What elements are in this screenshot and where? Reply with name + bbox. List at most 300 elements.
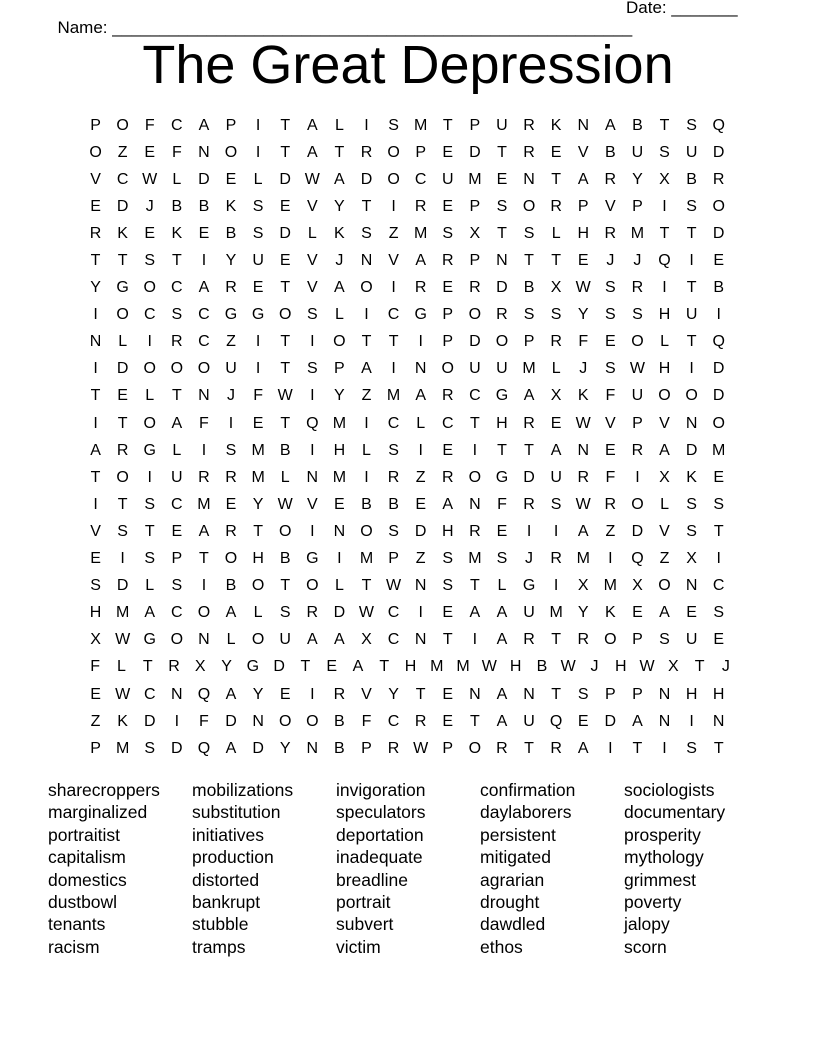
- grid-letter: M: [712, 441, 726, 459]
- grid-row: [82, 166, 739, 193]
- grid-letter: Y: [252, 495, 264, 513]
- grid-letter: T: [90, 468, 101, 486]
- grid-letter: L: [118, 333, 128, 351]
- grid-letter: M: [251, 468, 265, 486]
- grid-letter: V: [306, 279, 318, 297]
- grid-letter: N: [523, 170, 535, 188]
- grid-letter: I: [608, 550, 613, 568]
- grid-letter: T: [388, 333, 399, 351]
- grid-letter: T: [117, 252, 128, 270]
- grid-letter: I: [228, 414, 234, 432]
- grid-letter: M: [468, 550, 482, 568]
- grid-letter: C: [198, 333, 210, 351]
- grid-letter: L: [307, 224, 317, 242]
- grid-row: [82, 139, 739, 166]
- grid-letter: L: [416, 414, 426, 432]
- grid-row: [82, 220, 739, 247]
- grid-letter: G: [224, 306, 238, 324]
- grid-letter: N: [360, 252, 373, 270]
- grid-letter: E: [496, 170, 508, 188]
- grid-letter: F: [144, 116, 155, 134]
- grid-letter: R: [306, 604, 319, 622]
- grid-letter: O: [170, 631, 184, 649]
- grid-letter: K: [334, 224, 345, 242]
- grid-letter: D: [360, 170, 373, 188]
- grid-letter: O: [712, 197, 725, 215]
- grid-letter: H: [252, 550, 264, 568]
- grid-letter: S: [550, 495, 562, 513]
- grid-letter: D: [279, 170, 291, 188]
- grid-letter: Z: [117, 143, 128, 161]
- grid-letter: D: [116, 197, 129, 215]
- grid-letter: R: [441, 387, 454, 405]
- grid-letter: S: [604, 279, 616, 297]
- grid-letter: R: [441, 468, 454, 486]
- grid-letter: L: [226, 631, 236, 649]
- grid-letter: X: [361, 631, 372, 649]
- grid-letter: C: [143, 306, 156, 324]
- grid-letter: E: [442, 712, 454, 730]
- word-item: subvert: [336, 914, 394, 935]
- word-item: dustbowl: [48, 892, 118, 913]
- grid-letter: I: [147, 333, 152, 351]
- grid-letter: M: [603, 577, 617, 595]
- grid-letter: Z: [605, 522, 616, 540]
- grid-letter: P: [469, 116, 481, 134]
- grid-letter: D: [712, 224, 725, 242]
- grid-letter: S: [306, 306, 318, 324]
- grid-letter: T: [280, 116, 291, 134]
- grid-letter: C: [143, 685, 156, 703]
- grid-letter: X: [550, 387, 562, 405]
- word-item: tenants: [48, 914, 106, 935]
- grid-letter: I: [255, 143, 261, 161]
- grid-letter: T: [551, 685, 562, 703]
- grid-letter: I: [310, 441, 315, 459]
- grid-letter: L: [172, 441, 182, 459]
- word-item: portraitist: [48, 824, 120, 845]
- grid-letter: R: [550, 197, 562, 215]
- grid-letter: Z: [90, 712, 101, 730]
- grid-letter: T: [90, 387, 101, 405]
- grid-letter: P: [632, 197, 643, 215]
- grid-letter: I: [255, 360, 261, 378]
- grid-letter: T: [334, 143, 345, 161]
- grid-letter: H: [89, 604, 102, 622]
- grid-letter: R: [414, 197, 427, 215]
- grid-letter: A: [550, 441, 562, 459]
- grid-letter: D: [171, 739, 183, 757]
- grid-letter: E: [604, 441, 616, 459]
- grid-letter: Q: [197, 739, 211, 757]
- grid-letter: A: [496, 631, 508, 649]
- grid-letter: P: [523, 333, 535, 351]
- grid-letter: R: [523, 143, 535, 161]
- grid-row: [82, 654, 739, 681]
- word-item: bankrupt: [192, 892, 261, 913]
- grid-letter: A: [352, 658, 364, 676]
- grid-letter: R: [604, 170, 617, 188]
- grid-letter: E: [225, 495, 237, 513]
- grid-letter: J: [633, 252, 642, 270]
- grid-letter: R: [225, 522, 237, 540]
- grid-letter: C: [171, 116, 183, 134]
- grid-letter: S: [523, 306, 535, 324]
- grid-letter: L: [334, 577, 344, 595]
- word-item: domestics: [48, 869, 127, 890]
- word-item: scorn: [624, 936, 667, 957]
- grid-letter: L: [145, 577, 155, 595]
- grid-letter: S: [388, 441, 399, 459]
- grid-letter: I: [93, 360, 98, 378]
- grid-letter: E: [117, 387, 128, 405]
- grid-letter: B: [536, 658, 548, 676]
- grid-letter: A: [171, 414, 183, 432]
- grid-letter: K: [117, 712, 128, 730]
- grid-letter: H: [333, 441, 346, 459]
- grid-letter: N: [685, 577, 698, 595]
- grid-letter: F: [361, 712, 372, 730]
- grid-letter: P: [632, 414, 643, 432]
- grid-letter: M: [630, 224, 645, 242]
- grid-letter: I: [526, 522, 532, 540]
- grid-letter: W: [358, 604, 375, 622]
- grid-letter: N: [658, 685, 671, 703]
- grid-letter: W: [277, 387, 293, 405]
- grid-letter: N: [252, 712, 264, 730]
- grid-letter: H: [658, 360, 671, 378]
- grid-letter: M: [332, 414, 347, 432]
- grid-letter: T: [361, 333, 372, 351]
- grid-letter: U: [631, 387, 644, 405]
- grid-letter: O: [116, 306, 129, 324]
- grid-letter: I: [255, 116, 261, 134]
- grid-letter: L: [660, 333, 669, 351]
- grid-letter: O: [685, 387, 698, 405]
- grid-letter: I: [93, 414, 98, 432]
- grid-letter: E: [144, 143, 156, 161]
- grid-letter: M: [115, 604, 130, 622]
- grid-letter: A: [415, 387, 426, 405]
- grid-letter: V: [90, 170, 101, 188]
- grid-letter: F: [578, 333, 589, 351]
- grid-letter: O: [143, 414, 156, 432]
- grid-letter: T: [280, 333, 291, 351]
- grid-letter: A: [361, 360, 372, 378]
- grid-letter: J: [335, 252, 344, 270]
- grid-letter: D: [712, 387, 725, 405]
- grid-letter: N: [685, 414, 698, 432]
- word-item: jalopy: [624, 914, 670, 935]
- grid-letter: I: [391, 197, 396, 215]
- grid-letter: S: [523, 224, 535, 242]
- grid-letter: C: [171, 495, 183, 513]
- grid-letter: R: [441, 252, 454, 270]
- grid-letter: D: [143, 712, 156, 730]
- grid-row: [82, 546, 739, 573]
- grid-row: [82, 275, 739, 302]
- grid-letter: I: [310, 333, 315, 351]
- grid-letter: F: [90, 658, 101, 676]
- grid-letter: E: [713, 252, 725, 270]
- word-item: daylaborers: [480, 802, 572, 823]
- word-item: sharecroppers: [48, 780, 160, 800]
- grid-letter: I: [689, 360, 694, 378]
- grid-letter: S: [442, 550, 454, 568]
- grid-letter: U: [523, 604, 535, 622]
- grid-letter: V: [659, 414, 670, 432]
- grid-letter: I: [418, 604, 423, 622]
- word-item: sociologists: [624, 780, 715, 800]
- grid-letter: J: [721, 658, 730, 676]
- grid-letter: Y: [334, 387, 345, 405]
- grid-letter: L: [497, 577, 507, 595]
- grid-letter: S: [442, 224, 454, 242]
- grid-letter: S: [577, 685, 589, 703]
- grid-letter: S: [686, 739, 697, 757]
- word-item: confirmation: [480, 780, 576, 800]
- grid-letter: E: [686, 604, 697, 622]
- grid-letter: T: [280, 279, 291, 297]
- grid-letter: B: [198, 197, 210, 215]
- grid-letter: S: [279, 604, 291, 622]
- grid-letter: T: [379, 658, 390, 676]
- grid-letter: E: [442, 604, 454, 622]
- grid-letter: A: [659, 441, 670, 459]
- grid-letter: R: [225, 468, 237, 486]
- grid-letter: J: [525, 550, 534, 568]
- word-item: distorted: [192, 869, 260, 890]
- grid-letter: O: [604, 631, 617, 649]
- grid-letter: G: [116, 279, 129, 297]
- grid-letter: Q: [712, 116, 725, 134]
- grid-letter: S: [171, 306, 183, 324]
- grid-letter: R: [414, 712, 427, 730]
- grid-letter: M: [414, 224, 428, 242]
- grid-letter: S: [496, 550, 508, 568]
- grid-letter: I: [337, 550, 342, 568]
- word-item: mobilizations: [192, 780, 294, 800]
- grid-letter: A: [632, 712, 643, 730]
- word-column: [48, 779, 192, 958]
- grid-letter: O: [522, 197, 536, 215]
- grid-letter: R: [550, 739, 562, 757]
- grid-letter: R: [360, 143, 373, 161]
- grid-letter: I: [418, 333, 423, 351]
- grid-letter: Z: [361, 387, 372, 405]
- grid-letter: I: [418, 441, 423, 459]
- grid-letter: P: [388, 550, 399, 568]
- grid-letter: R: [496, 306, 508, 324]
- word-item: speculators: [336, 802, 426, 823]
- grid-letter: I: [472, 631, 478, 649]
- grid-letter: V: [306, 495, 318, 513]
- grid-letter: I: [201, 441, 207, 459]
- grid-letter: Y: [90, 279, 101, 297]
- grid-letter: S: [361, 224, 372, 242]
- grid-row: [82, 437, 739, 464]
- grid-letter: I: [553, 522, 559, 540]
- grid-letter: P: [442, 739, 454, 757]
- grid-letter: A: [577, 739, 589, 757]
- grid-letter: S: [686, 522, 697, 540]
- grid-letter: V: [577, 143, 589, 161]
- grid-letter: D: [712, 143, 725, 161]
- grid-letter: O: [468, 739, 482, 757]
- grid-letter: W: [413, 739, 429, 757]
- grid-letter: T: [497, 441, 507, 459]
- grid-letter: D: [279, 224, 291, 242]
- grid-letter: X: [659, 468, 670, 486]
- grid-letter: I: [310, 685, 315, 703]
- grid-letter: F: [605, 468, 616, 486]
- grid-letter: O: [224, 550, 238, 568]
- grid-letter: T: [686, 279, 697, 297]
- grid-letter: R: [604, 224, 617, 242]
- grid-letter: D: [469, 333, 481, 351]
- grid-letter: E: [442, 197, 454, 215]
- grid-letter: H: [509, 658, 522, 676]
- grid-letter: T: [142, 658, 153, 676]
- grid-letter: W: [639, 658, 655, 676]
- word-item: inadequate: [336, 847, 423, 868]
- grid-letter: E: [279, 197, 291, 215]
- grid-row: [82, 735, 739, 762]
- grid-letter: I: [364, 116, 369, 134]
- grid-letter: S: [659, 631, 670, 649]
- grid-letter: W: [575, 495, 591, 513]
- grid-letter: T: [361, 577, 372, 595]
- grid-letter: R: [116, 441, 129, 459]
- grid-letter: B: [632, 116, 643, 134]
- grid-letter: R: [523, 495, 535, 513]
- grid-letter: T: [171, 387, 182, 405]
- grid-letter: O: [658, 577, 671, 595]
- grid-letter: I: [689, 252, 694, 270]
- grid-letter: C: [414, 170, 427, 188]
- grid-letter: A: [496, 712, 508, 730]
- grid-letter: I: [472, 441, 478, 459]
- grid-letter: M: [332, 468, 347, 486]
- grid-letter: R: [604, 495, 617, 513]
- grid-letter: Q: [631, 550, 644, 568]
- grid-letter: M: [468, 170, 482, 188]
- grid-letter: G: [522, 577, 536, 595]
- grid-letter: N: [469, 495, 481, 513]
- grid-letter: Q: [306, 414, 319, 432]
- grid-letter: S: [144, 550, 156, 568]
- grid-letter: V: [361, 685, 372, 703]
- grid-letter: W: [277, 495, 293, 513]
- grid-letter: S: [90, 577, 101, 595]
- grid-letter: L: [253, 170, 263, 188]
- grid-letter: X: [686, 550, 697, 568]
- grid-letter: W: [304, 170, 320, 188]
- grid-letter: X: [577, 577, 589, 595]
- grid-letter: P: [334, 360, 345, 378]
- grid-letter: Y: [279, 739, 291, 757]
- word-column: [624, 779, 768, 958]
- word-item: mythology: [624, 847, 704, 868]
- word-item: production: [192, 847, 274, 868]
- grid-letter: U: [469, 360, 481, 378]
- grid-letter: N: [577, 116, 590, 134]
- grid-letter: B: [279, 550, 291, 568]
- grid-letter: I: [716, 306, 721, 324]
- grid-letter: E: [90, 197, 101, 215]
- grid-letter: W: [142, 170, 158, 188]
- grid-letter: T: [686, 224, 697, 242]
- grid-letter: I: [310, 387, 315, 405]
- grid-letter: O: [360, 522, 373, 540]
- grid-letter: D: [414, 522, 427, 540]
- word-item: substitution: [192, 802, 281, 823]
- grid-letter: N: [469, 685, 481, 703]
- grid-letter: D: [116, 577, 129, 595]
- grid-letter: M: [197, 495, 211, 513]
- grid-letter: Z: [388, 224, 399, 242]
- grid-letter: O: [197, 604, 211, 622]
- grid-letter: E: [279, 685, 291, 703]
- grid-letter: G: [251, 306, 265, 324]
- grid-letter: G: [414, 306, 427, 324]
- grid-letter: A: [306, 631, 318, 649]
- grid-letter: E: [252, 414, 264, 432]
- grid-letter: P: [604, 685, 616, 703]
- grid-letter: T: [442, 631, 453, 649]
- grid-letter: B: [686, 170, 697, 188]
- word-item: initiatives: [192, 824, 264, 845]
- grid-letter: D: [631, 522, 644, 540]
- grid-letter: E: [442, 279, 454, 297]
- grid-row: [82, 491, 739, 518]
- grid-letter: G: [495, 387, 509, 405]
- grid-letter: Y: [334, 197, 345, 215]
- grid-letter: T: [253, 522, 263, 540]
- word-item: capitalism: [48, 847, 126, 868]
- grid-letter: H: [712, 685, 725, 703]
- grid-letter: O: [143, 360, 156, 378]
- grid-letter: S: [171, 577, 183, 595]
- grid-letter: A: [496, 685, 508, 703]
- grid-letter: K: [171, 224, 183, 242]
- grid-letter: W: [115, 631, 131, 649]
- grid-letter: S: [604, 306, 616, 324]
- grid-letter: I: [635, 468, 640, 486]
- grid-letter: C: [171, 279, 183, 297]
- grid-letter: R: [171, 333, 183, 351]
- grid-row: [82, 464, 739, 491]
- grid-letter: Y: [221, 658, 232, 676]
- grid-letter: Q: [197, 685, 211, 703]
- date-field[interactable]: Date: _______: [626, 0, 738, 17]
- grid-letter: K: [225, 197, 237, 215]
- grid-letter: S: [713, 604, 725, 622]
- grid-letter: I: [608, 739, 613, 757]
- grid-letter: U: [523, 712, 535, 730]
- word-item: breadline: [336, 869, 408, 890]
- grid-letter: Y: [225, 252, 237, 270]
- grid-letter: I: [201, 577, 207, 595]
- grid-letter: W: [629, 360, 645, 378]
- grid-letter: A: [334, 631, 345, 649]
- name-field[interactable]: Name: _______________________________________________________: [57, 18, 633, 37]
- grid-letter: O: [387, 143, 400, 161]
- grid-letter: S: [306, 360, 318, 378]
- grid-letter: Y: [388, 685, 399, 703]
- grid-letter: T: [361, 197, 372, 215]
- grid-letter: S: [144, 252, 156, 270]
